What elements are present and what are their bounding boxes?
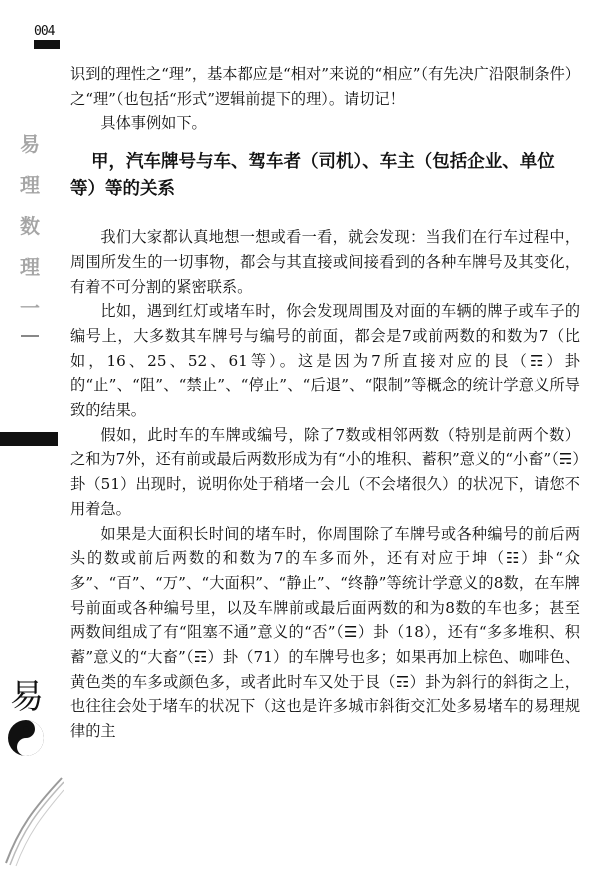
side-tab-marker xyxy=(0,432,58,446)
side-title-char: 一 xyxy=(20,296,40,320)
side-title-dash xyxy=(21,335,39,337)
header-rule xyxy=(34,40,60,49)
intro-paragraph: 识到的理性之“理”，基本都应是“相对”来说的“相应”（有先决广沿限制条件）之“理”（也包括“形式”逻辑前提下的理）。请切记！ xyxy=(70,65,580,108)
yi-taiji-logo xyxy=(4,658,64,868)
body-paragraph: 比如，遇到红灯或堵车时，你会发现周围及对面的车辆的牌子或车子的编号上，大多数其车牌号与编号的前面，都会是7或前两数的和数为7（比如，16、25、52、61等）。这是因为7所直接对应的艮（☶）卦的“止”、“阻”、“禁止”、“停止”、“后退”、“限制”等概念的统计学意义所导致的结果。 xyxy=(70,302,580,420)
page-body xyxy=(70,62,580,744)
section-heading: 甲，汽车牌号与车、驾车者（司机）、车主（包括企业、单位等）等的关系 xyxy=(70,152,555,200)
side-title-char: 易 xyxy=(20,132,40,156)
side-title-char: 理 xyxy=(20,255,40,279)
side-title-char: 数 xyxy=(20,214,40,238)
body-paragraph: 假如，此时车的车牌或编号，除了7数或相邻两数（特别是前两个数）之和为7外，还有前或最后两数形成为有“小的堆积、蓄积”意义的“小畜”（☴）卦（51）出现时，说明你处于稍堵一会儿（不会堵很久）的状况下，请您不用着急。 xyxy=(70,425,580,518)
side-running-title xyxy=(18,128,42,337)
body-paragraph: 我们大家都认真地想一想或看一看，就会发现：当我们在行车过程中，周围所发生的一切事物，都会与其直接或间接看到的各种车牌号及其变化，有着不可分割的紧密联系。 xyxy=(70,228,580,296)
page-number: 004 xyxy=(34,24,55,39)
intro-paragraph: 具体事例如下。 xyxy=(100,114,207,133)
logo-char: 易 xyxy=(10,677,44,717)
body-paragraph: 如果是大面积长时间的堵车时，你周围除了车牌号或各种编号的前后两头的数或前后两数的和数为7的车多而外，还有对应于坤（☷）卦“众多”、“百”、“万”、“大面积”、“静止”、“终静”等统计学意义的8数，在车牌号前面或各种编号里，以及车牌前或最后面两数的和为8数的车也多；甚至两数间组成了有“阻塞不通”意义的“否”（☰）卦（18），还有“多多堆积、积蓄”意义的“大畜”（☶）卦（71）的车牌号也多；如果再加上棕色、咖啡色、黄色类的车多或颜色多，或者此时车又处于艮（☶）卦为斜行的斜街之上，也往往会处于堵车的状况下（这也是许多城市斜街交汇处多易堵车的易理规律的主 xyxy=(70,524,580,741)
side-title-char: 理 xyxy=(20,173,40,197)
